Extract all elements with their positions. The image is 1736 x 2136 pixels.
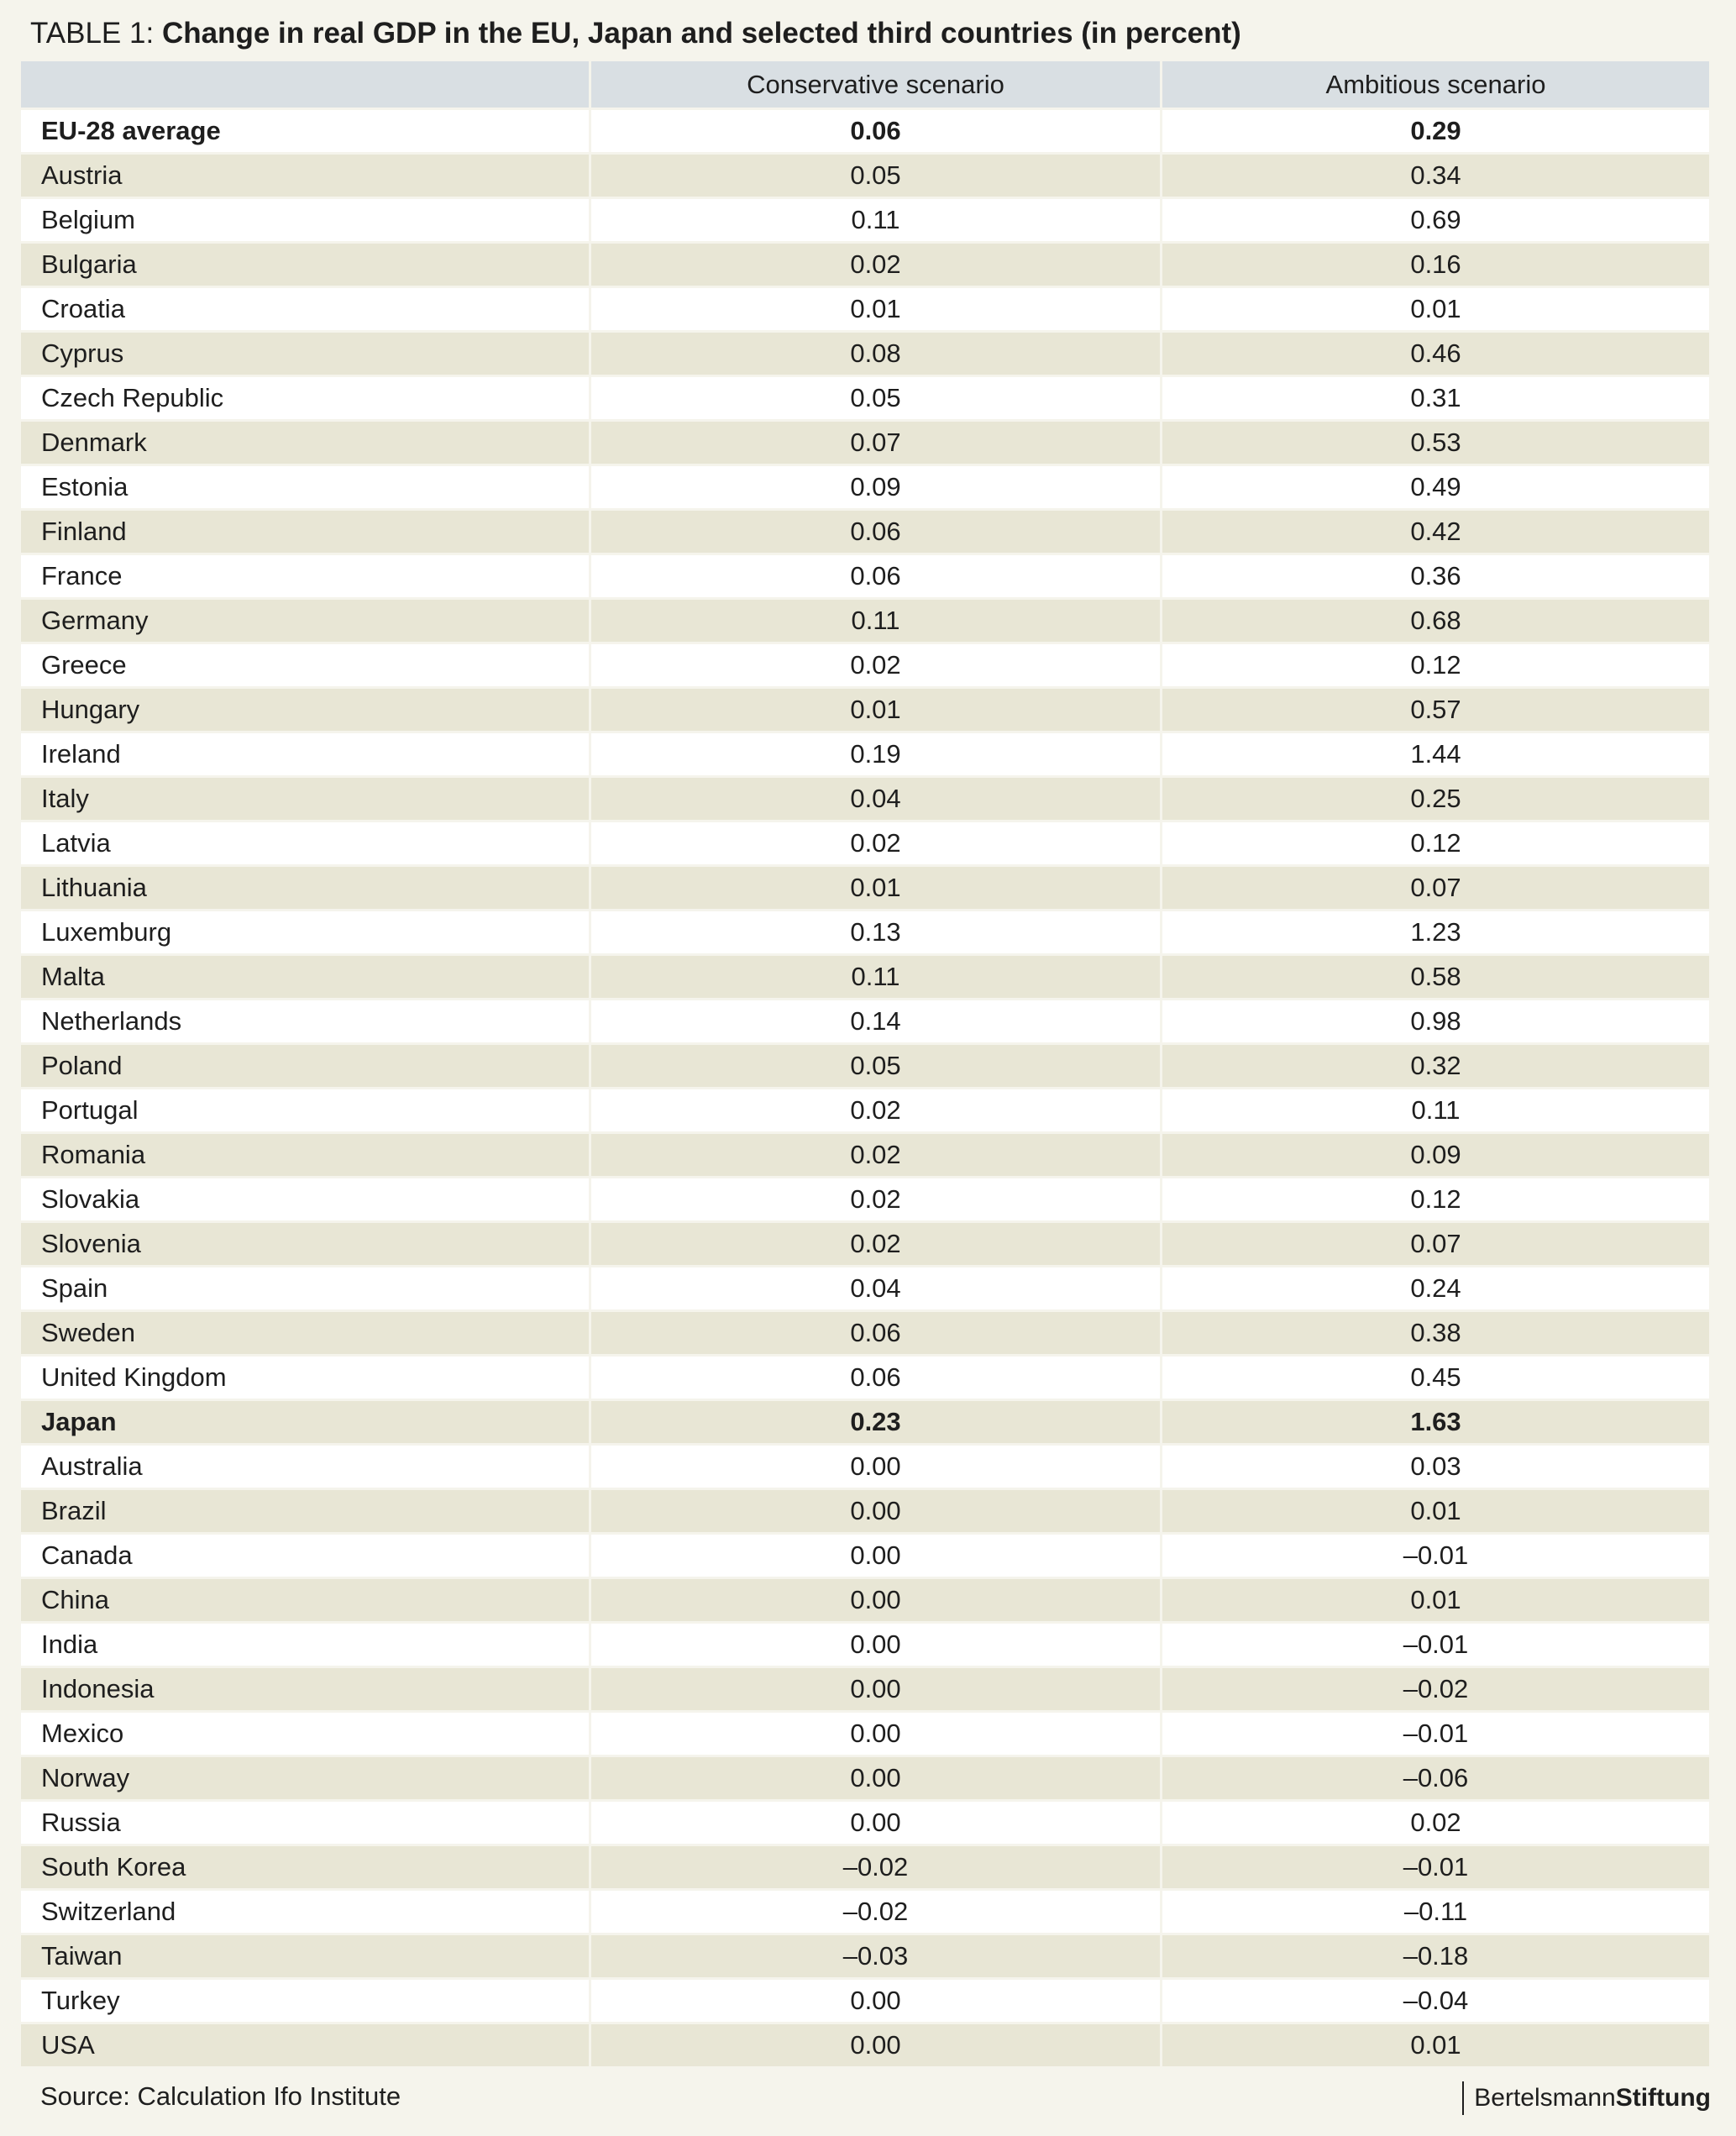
table-row (21, 1267, 1709, 1309)
country-cell: Canada (21, 1535, 589, 1577)
table-row (21, 288, 1709, 330)
ambitious-value: 0.31 (1162, 377, 1709, 419)
country-cell: Lithuania (21, 867, 589, 909)
header-row (21, 61, 1709, 108)
conservative-value: 0.02 (591, 822, 1160, 864)
table-row (21, 867, 1709, 909)
conservative-value: 0.01 (591, 689, 1160, 731)
conservative-value: 0.11 (591, 956, 1160, 998)
country-cell: Croatia (21, 288, 589, 330)
table-row (21, 1757, 1709, 1799)
country-cell: Finland (21, 511, 589, 553)
conservative-value: 0.04 (591, 778, 1160, 820)
table-row (21, 1980, 1709, 2022)
ambitious-value: 0.98 (1162, 1000, 1709, 1042)
country-cell: Malta (21, 956, 589, 998)
table-row (21, 689, 1709, 731)
table-row (21, 1713, 1709, 1755)
ambitious-value: –0.02 (1162, 1668, 1709, 1710)
table-row (21, 1802, 1709, 1844)
table-row (21, 956, 1709, 998)
conservative-value: 0.00 (591, 1446, 1160, 1488)
header-ambitious: Ambitious scenario (1162, 61, 1709, 108)
country-cell: Netherlands (21, 1000, 589, 1042)
conservative-value: –0.03 (591, 1935, 1160, 1977)
ambitious-value: 0.07 (1162, 1223, 1709, 1265)
conservative-value: 0.06 (591, 1312, 1160, 1354)
table-row (21, 2024, 1709, 2066)
country-cell: Portugal (21, 1089, 589, 1131)
conservative-value: 0.02 (591, 1134, 1160, 1176)
table-row (21, 644, 1709, 686)
conservative-value: 0.00 (591, 1713, 1160, 1755)
conservative-value: 0.01 (591, 288, 1160, 330)
table-row (21, 244, 1709, 286)
conservative-value: 0.00 (591, 1624, 1160, 1666)
table-row (21, 422, 1709, 464)
ambitious-value: 0.53 (1162, 422, 1709, 464)
table-row (21, 1223, 1709, 1265)
ambitious-value: 0.46 (1162, 333, 1709, 375)
conservative-value: 0.11 (591, 600, 1160, 642)
table-title-text: Change in real GDP in the EU, Japan and selected third countries (in percent) (161, 17, 1241, 50)
country-cell: Luxemburg (21, 911, 589, 953)
ambitious-value: 0.25 (1162, 778, 1709, 820)
ambitious-value: 0.69 (1162, 199, 1709, 241)
ambitious-value: 0.45 (1162, 1357, 1709, 1399)
country-cell: Hungary (21, 689, 589, 731)
ambitious-value: 0.01 (1162, 288, 1709, 330)
source-note: Source: Calculation Ifo Institute (40, 2081, 401, 2111)
table-row (21, 822, 1709, 864)
country-cell: Cyprus (21, 333, 589, 375)
conservative-value: 0.02 (591, 1223, 1160, 1265)
gdp-table (18, 59, 1712, 2069)
country-cell: Denmark (21, 422, 589, 464)
country-cell: USA (21, 2024, 589, 2066)
ambitious-value: –0.06 (1162, 1757, 1709, 1799)
country-cell: EU-28 average (21, 110, 589, 152)
table-body (21, 110, 1709, 2066)
conservative-value: 0.05 (591, 155, 1160, 197)
country-cell: Russia (21, 1802, 589, 1844)
conservative-value: 0.00 (591, 1980, 1160, 2022)
country-cell: Germany (21, 600, 589, 642)
country-cell: China (21, 1579, 589, 1621)
conservative-value: 0.06 (591, 555, 1160, 597)
conservative-value: 0.01 (591, 867, 1160, 909)
ambitious-value: 0.16 (1162, 244, 1709, 286)
ambitious-value: –0.04 (1162, 1980, 1709, 2022)
country-cell: Estonia (21, 466, 589, 508)
brand-bold: Stiftung (1615, 2084, 1711, 2112)
ambitious-value: 0.01 (1162, 2024, 1709, 2066)
conservative-value: 0.11 (591, 199, 1160, 241)
table-row (21, 1668, 1709, 1710)
country-cell: Greece (21, 644, 589, 686)
country-cell: Belgium (21, 199, 589, 241)
conservative-value: –0.02 (591, 1846, 1160, 1888)
table-row (21, 1312, 1709, 1354)
ambitious-value: –0.01 (1162, 1535, 1709, 1577)
table-row (21, 1045, 1709, 1087)
conservative-value: 0.13 (591, 911, 1160, 953)
ambitious-value: –0.01 (1162, 1624, 1709, 1666)
table-row (21, 555, 1709, 597)
ambitious-value: 1.44 (1162, 733, 1709, 775)
country-cell: Taiwan (21, 1935, 589, 1977)
ambitious-value: 0.09 (1162, 1134, 1709, 1176)
table-row (21, 600, 1709, 642)
ambitious-value: 0.03 (1162, 1446, 1709, 1488)
conservative-value: 0.05 (591, 1045, 1160, 1087)
country-cell: Czech Republic (21, 377, 589, 419)
ambitious-value: 0.24 (1162, 1267, 1709, 1309)
conservative-value: 0.19 (591, 733, 1160, 775)
ambitious-value: 0.02 (1162, 1802, 1709, 1844)
table-row (21, 511, 1709, 553)
country-cell: Italy (21, 778, 589, 820)
ambitious-value: 0.12 (1162, 1178, 1709, 1220)
ambitious-value: 0.12 (1162, 822, 1709, 864)
table-row (21, 911, 1709, 953)
country-cell: France (21, 555, 589, 597)
table-row (21, 1446, 1709, 1488)
conservative-value: 0.02 (591, 244, 1160, 286)
country-cell: Poland (21, 1045, 589, 1087)
country-cell: Mexico (21, 1713, 589, 1755)
conservative-value: 0.06 (591, 110, 1160, 152)
table-row (21, 1624, 1709, 1666)
ambitious-value: –0.01 (1162, 1846, 1709, 1888)
header-conservative: Conservative scenario (591, 61, 1160, 108)
country-cell: Japan (21, 1401, 589, 1443)
table-title-prefix: TABLE 1: (30, 17, 155, 50)
ambitious-value: 0.36 (1162, 555, 1709, 597)
table-row (21, 778, 1709, 820)
conservative-value: 0.06 (591, 1357, 1160, 1399)
conservative-value: 0.04 (591, 1267, 1160, 1309)
table-row (21, 1401, 1709, 1443)
conservative-value: 0.02 (591, 644, 1160, 686)
country-cell: Australia (21, 1446, 589, 1488)
table-row (21, 199, 1709, 241)
ambitious-value: 0.57 (1162, 689, 1709, 731)
conservative-value: 0.00 (591, 1535, 1160, 1577)
country-cell: Switzerland (21, 1891, 589, 1933)
table-row (21, 1535, 1709, 1577)
ambitious-value: –0.01 (1162, 1713, 1709, 1755)
conservative-value: 0.09 (591, 466, 1160, 508)
country-cell: Romania (21, 1134, 589, 1176)
ambitious-value: 0.34 (1162, 155, 1709, 197)
ambitious-value: 0.01 (1162, 1579, 1709, 1621)
table-row (21, 110, 1709, 152)
ambitious-value: 0.32 (1162, 1045, 1709, 1087)
table-row (21, 1357, 1709, 1399)
table-row (21, 1846, 1709, 1888)
table-row (21, 1134, 1709, 1176)
table-row (21, 466, 1709, 508)
table-row (21, 155, 1709, 197)
conservative-value: 0.07 (591, 422, 1160, 464)
ambitious-value: 0.42 (1162, 511, 1709, 553)
header-country (21, 61, 589, 108)
conservative-value: 0.00 (591, 1757, 1160, 1799)
country-cell: Norway (21, 1757, 589, 1799)
conservative-value: 0.00 (591, 1490, 1160, 1532)
country-cell: Brazil (21, 1490, 589, 1532)
ambitious-value: 1.63 (1162, 1401, 1709, 1443)
ambitious-value: 0.49 (1162, 466, 1709, 508)
table-row (21, 1178, 1709, 1220)
conservative-value: 0.14 (591, 1000, 1160, 1042)
ambitious-value: 0.29 (1162, 110, 1709, 152)
brand-light: Bertelsmann (1474, 2084, 1616, 2112)
conservative-value: 0.00 (591, 1668, 1160, 1710)
ambitious-value: 0.38 (1162, 1312, 1709, 1354)
country-cell: India (21, 1624, 589, 1666)
conservative-value: 0.00 (591, 2024, 1160, 2066)
ambitious-value: 1.23 (1162, 911, 1709, 953)
country-cell: United Kingdom (21, 1357, 589, 1399)
ambitious-value: 0.11 (1162, 1089, 1709, 1131)
ambitious-value: 0.58 (1162, 956, 1709, 998)
table-row (21, 733, 1709, 775)
country-cell: Bulgaria (21, 244, 589, 286)
table-row (21, 1891, 1709, 1933)
ambitious-value: 0.07 (1162, 867, 1709, 909)
country-cell: Sweden (21, 1312, 589, 1354)
conservative-value: 0.00 (591, 1579, 1160, 1621)
conservative-value: 0.06 (591, 511, 1160, 553)
table-title (30, 15, 1241, 52)
ambitious-value: –0.18 (1162, 1935, 1709, 1977)
country-cell: Turkey (21, 1980, 589, 2022)
ambitious-value: 0.01 (1162, 1490, 1709, 1532)
conservative-value: 0.08 (591, 333, 1160, 375)
country-cell: Latvia (21, 822, 589, 864)
conservative-value: 0.05 (591, 377, 1160, 419)
ambitious-value: 0.68 (1162, 600, 1709, 642)
table-row (21, 1000, 1709, 1042)
ambitious-value: –0.11 (1162, 1891, 1709, 1933)
ambitious-value: 0.12 (1162, 644, 1709, 686)
table-row (21, 377, 1709, 419)
country-cell: Spain (21, 1267, 589, 1309)
table-row (21, 333, 1709, 375)
brand-logo (1462, 2081, 1711, 2115)
conservative-value: –0.02 (591, 1891, 1160, 1933)
country-cell: Ireland (21, 733, 589, 775)
country-cell: Indonesia (21, 1668, 589, 1710)
country-cell: Slovakia (21, 1178, 589, 1220)
country-cell: South Korea (21, 1846, 589, 1888)
conservative-value: 0.02 (591, 1178, 1160, 1220)
table-row (21, 1490, 1709, 1532)
table-row (21, 1579, 1709, 1621)
country-cell: Austria (21, 155, 589, 197)
conservative-value: 0.23 (591, 1401, 1160, 1443)
table-row (21, 1089, 1709, 1131)
table-row (21, 1935, 1709, 1977)
conservative-value: 0.02 (591, 1089, 1160, 1131)
conservative-value: 0.00 (591, 1802, 1160, 1844)
country-cell: Slovenia (21, 1223, 589, 1265)
